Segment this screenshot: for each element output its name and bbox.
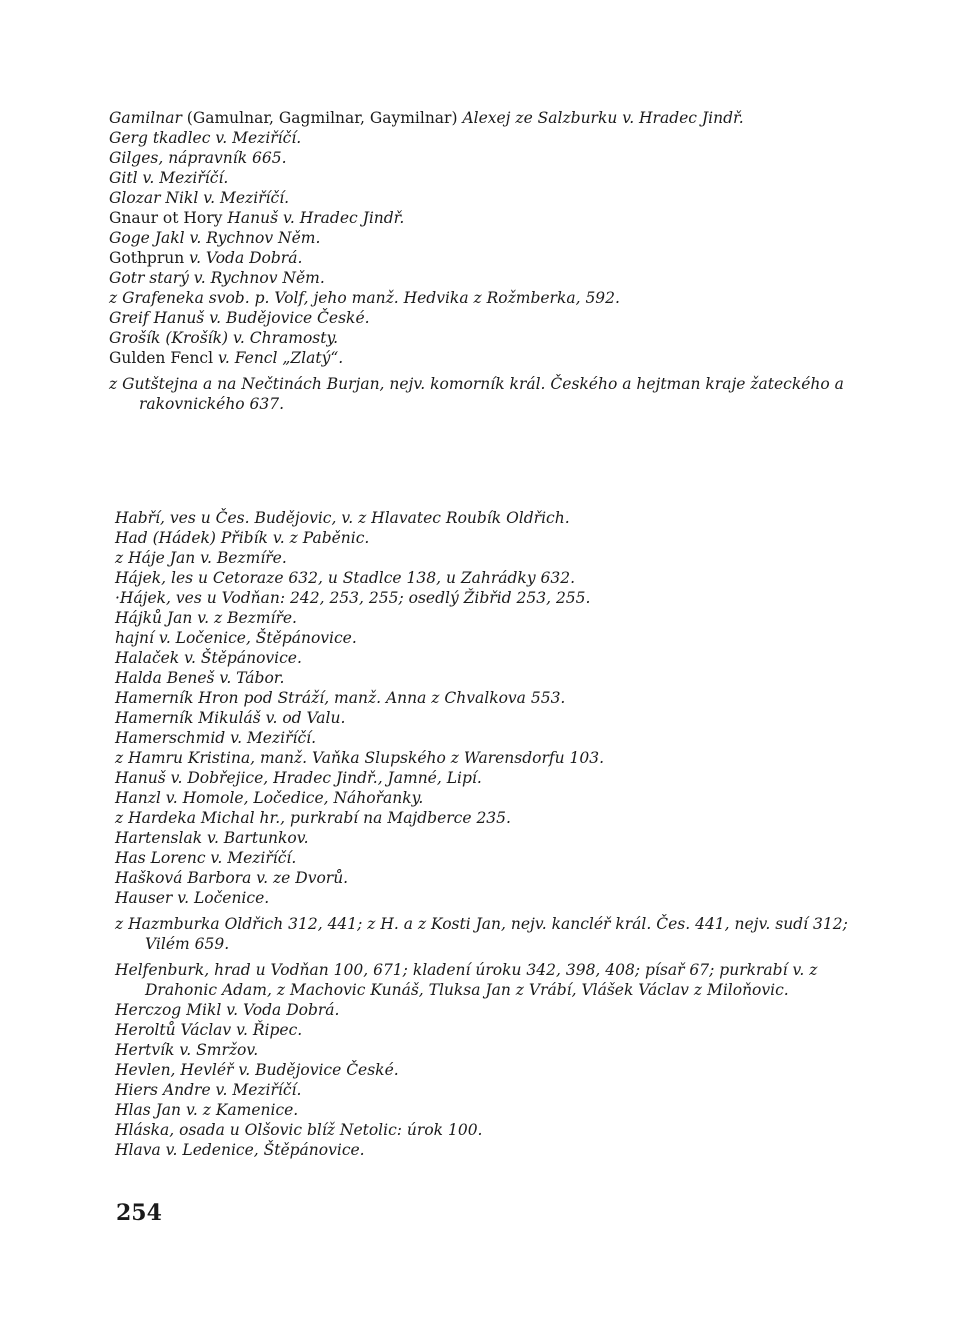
entry-text: z Hazmburka Oldřich 312, 441; z H. a z Kosti Jan, nejv. kancléř král. Čes. 441, nejv. sudí 312; Vilém 659. bbox=[115, 915, 848, 953]
entry-text: z Grafeneka svob. p. Volf, jeho manž. Hedvika z Rožmberka, 592. bbox=[109, 289, 620, 307]
entry-text: v. Voda Dobrá. bbox=[189, 249, 303, 267]
index-entry bbox=[115, 888, 855, 908]
entry-text: Hauser v. Ločenice. bbox=[115, 889, 270, 907]
entry-text: Gamilnar bbox=[109, 109, 182, 127]
index-entry bbox=[115, 688, 855, 708]
entry-text: Hamerník Mikuláš v. od Valu. bbox=[115, 709, 346, 727]
entry-text: Gotr starý v. Rychnov Něm. bbox=[109, 269, 325, 287]
index-entry bbox=[109, 128, 849, 148]
index-entry bbox=[115, 960, 855, 1000]
index-entry bbox=[115, 728, 855, 748]
index-entry bbox=[115, 508, 855, 528]
entry-text: Heroltů Václav v. Řipec. bbox=[115, 1021, 303, 1039]
index-entry bbox=[115, 568, 855, 588]
index-entry bbox=[115, 868, 855, 888]
index-entry bbox=[109, 288, 849, 308]
entry-text: Greif Hanuš v. Budějovice České. bbox=[109, 309, 370, 327]
entry-text: hajní v. Ločenice, Štěpánovice. bbox=[115, 629, 357, 647]
index-entry bbox=[109, 268, 849, 288]
index-entry bbox=[115, 1060, 855, 1080]
index-entry bbox=[115, 1120, 855, 1140]
entry-text: Hlava v. Ledenice, Štěpánovice. bbox=[115, 1141, 365, 1159]
index-entry bbox=[115, 1000, 855, 1020]
entry-text: Hevlen, Hevléř v. Budějovice České. bbox=[115, 1061, 399, 1079]
entry-text: Gnaur ot Hory bbox=[109, 209, 228, 227]
index-entry bbox=[109, 248, 849, 268]
entry-text: Halda Beneš v. Tábor. bbox=[115, 669, 285, 687]
index-entry bbox=[115, 548, 855, 568]
index-entry bbox=[115, 628, 855, 648]
entry-text: Has Lorenc v. Meziříčí. bbox=[115, 849, 297, 867]
index-entry bbox=[115, 1040, 855, 1060]
entry-text: Hamerschmid v. Meziříčí. bbox=[115, 729, 317, 747]
index-entry bbox=[115, 914, 855, 954]
index-entry bbox=[115, 768, 855, 788]
entry-text: Hamerník Hron pod Stráží, manž. Anna z Chvalkova 553. bbox=[115, 689, 566, 707]
entry-text: Hanzl v. Homole, Ločedice, Náhořanky. bbox=[115, 789, 424, 807]
index-entry bbox=[109, 208, 849, 228]
index-entry bbox=[115, 1020, 855, 1040]
entry-text: Gulden Fencl bbox=[109, 349, 218, 367]
index-entry bbox=[115, 608, 855, 628]
entry-text: Gitl v. Meziříčí. bbox=[109, 169, 229, 187]
entry-text: Hájků Jan v. z Bezmíře. bbox=[115, 609, 297, 627]
entry-text: z Háje Jan v. Bezmíře. bbox=[115, 549, 287, 567]
entry-text: Hašková Barbora v. ze Dvorů. bbox=[115, 869, 349, 887]
entry-text: Had (Hádek) Přibík v. z Paběnic. bbox=[115, 529, 370, 547]
index-entry bbox=[115, 848, 855, 868]
entry-text: z Hamru Kristina, manž. Vaňka Slupského z Warensdorfu 103. bbox=[115, 749, 605, 767]
index-entry bbox=[109, 108, 849, 128]
index-entry bbox=[115, 748, 855, 768]
index-entry bbox=[109, 374, 849, 414]
entry-text: Hláska, osada u Olšovic blíž Netolic: úrok 100. bbox=[115, 1121, 483, 1139]
index-entry bbox=[109, 168, 849, 188]
index-entry bbox=[115, 668, 855, 688]
index-entry bbox=[115, 528, 855, 548]
entry-text: z Gutštejna a na Nečtinách Burjan, nejv. komorník král. Českého a hejtman kraje žateckého a rakovnického 637. bbox=[109, 375, 844, 413]
entry-text: Goge Jakl v. Rychnov Něm. bbox=[109, 229, 321, 247]
index-entry bbox=[115, 1100, 855, 1120]
entry-text: Hanuš v. Hradec Jindř. bbox=[227, 209, 405, 227]
entry-text: Hertvík v. Smržov. bbox=[115, 1041, 259, 1059]
index-entry bbox=[115, 708, 855, 728]
entry-text: Hanuš v. Dobřejice, Hradec Jindř., Jamné, Lipí. bbox=[115, 769, 482, 787]
entry-text: ·Hájek, ves u Vodňan: 242, 253, 255; osedlý Žibřid 253, 255. bbox=[115, 589, 591, 607]
index-entry bbox=[115, 788, 855, 808]
index-entry bbox=[109, 228, 849, 248]
entry-text: Gerg tkadlec v. Meziříčí. bbox=[109, 129, 302, 147]
index-entry bbox=[109, 328, 849, 348]
index-entry bbox=[115, 588, 855, 608]
entry-text: Glozar Nikl v. Meziříčí. bbox=[109, 189, 290, 207]
index-entry bbox=[115, 1140, 855, 1160]
index-entry bbox=[109, 348, 849, 368]
index-entry bbox=[115, 1080, 855, 1100]
entry-text: v. Fencl „Zlatý“. bbox=[217, 349, 344, 367]
entry-text: Habří, ves u Čes. Budějovic, v. z Hlavatec Roubík Oldřich. bbox=[115, 509, 570, 527]
entry-text: Gothprun bbox=[109, 249, 190, 267]
entry-text: Hartenslak v. Bartunkov. bbox=[115, 829, 309, 847]
entry-text: (Gamulnar, Gagmilnar, Gaymilnar) bbox=[181, 109, 463, 127]
page-number: 254 bbox=[116, 1200, 162, 1226]
entry-text: Hiers Andre v. Meziříčí. bbox=[115, 1081, 302, 1099]
entry-text: Halaček v. Štěpánovice. bbox=[115, 649, 302, 667]
entry-text: Alexej ze Salzburku v. Hradec Jindř. bbox=[462, 109, 744, 127]
index-entry bbox=[115, 828, 855, 848]
entry-text: Herczog Mikl v. Voda Dobrá. bbox=[115, 1001, 340, 1019]
index-entry bbox=[115, 808, 855, 828]
index-section-g bbox=[109, 108, 849, 414]
index-section-h bbox=[115, 508, 855, 1160]
index-entry bbox=[109, 188, 849, 208]
entry-text: Hlas Jan v. z Kamenice. bbox=[115, 1101, 299, 1119]
entry-text: z Hardeka Michal hr., purkrabí na Majdberce 235. bbox=[115, 809, 511, 827]
entry-text: Grošík (Krošík) v. Chramosty. bbox=[109, 329, 339, 347]
entry-text: Gilges, nápravník 665. bbox=[109, 149, 287, 167]
index-entry bbox=[109, 148, 849, 168]
index-entry bbox=[115, 648, 855, 668]
index-entry bbox=[109, 308, 849, 328]
entry-text: Hájek, les u Cetoraze 632, u Stadlce 138, u Zahrádky 632. bbox=[115, 569, 576, 587]
entry-text: Helfenburk, hrad u Vodňan 100, 671; kladení úroku 342, 398, 408; písař 67; purkrabí v. z Drahonic Adam, z Machovic Kunáš, Tluksa Jan z Vrábí, Vlášek Václav z Miloňovic. bbox=[115, 961, 818, 999]
